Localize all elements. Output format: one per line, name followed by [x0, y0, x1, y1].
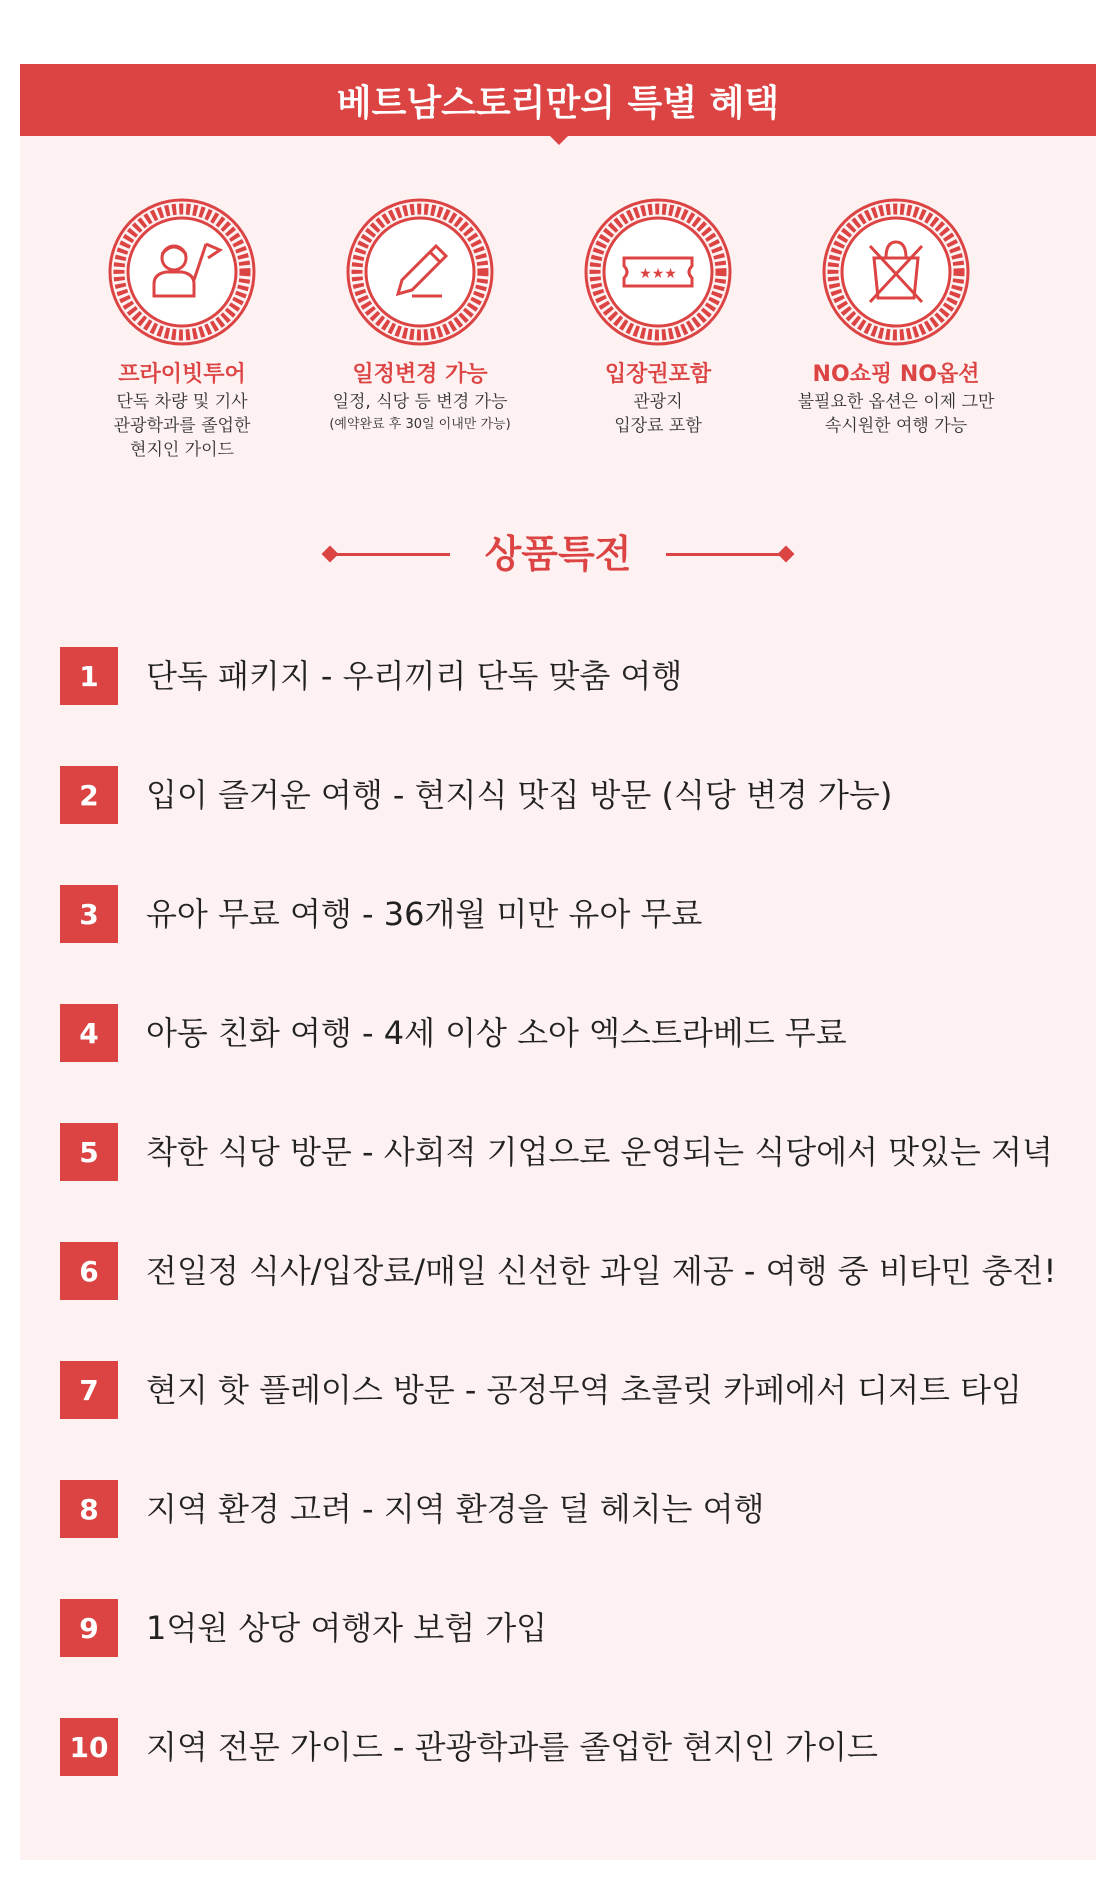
perk-number-badge: 7 [60, 1361, 118, 1419]
perk-text: 입이 즐거운 여행 - 현지식 맛집 방문 (식당 변경 가능) [146, 776, 893, 814]
benefit-schedule-change [300, 198, 540, 436]
ticket-icon [584, 198, 732, 346]
benefit-title: 프라이빗투어 [118, 362, 246, 387]
benefit-title: NO쇼핑 NO옵션 [812, 362, 980, 387]
perk-text: 현지 핫 플레이스 방문 - 공정무역 초콜릿 카페에서 디저트 타임 [146, 1371, 1022, 1409]
perk-number-badge: 10 [60, 1718, 118, 1776]
perk-text: 전일정 식사/입장료/매일 신선한 과일 제공 - 여행 중 비타민 충전! [146, 1252, 1057, 1290]
perk-number-badge: 4 [60, 1004, 118, 1062]
perk-number-badge: 6 [60, 1242, 118, 1300]
perk-item [60, 1718, 878, 1776]
perk-item [60, 1599, 547, 1657]
benefit-desc-line: 현지인 가이드 [130, 440, 234, 460]
perk-number-badge: 5 [60, 1123, 118, 1181]
perk-number-badge: 9 [60, 1599, 118, 1657]
benefit-desc-line: 관광학과를 졸업한 [113, 416, 251, 436]
perk-text: 지역 환경 고려 - 지역 환경을 덜 헤치는 여행 [146, 1490, 765, 1528]
header-banner [20, 64, 1096, 136]
benefit-private-tour [62, 198, 302, 462]
perk-item [60, 1004, 847, 1062]
benefit-desc-line: 단독 차량 및 기사 [116, 392, 248, 412]
perk-item [60, 1242, 1056, 1300]
section-divider [20, 524, 1096, 584]
perk-text: 1억원 상당 여행자 보험 가입 [146, 1609, 548, 1647]
perk-item [60, 647, 682, 705]
benefit-desc-line: 속시원한 여행 가능 [824, 416, 968, 436]
perk-number-badge: 2 [60, 766, 118, 824]
perk-text: 유아 무료 여행 - 36개월 미만 유아 무료 [146, 895, 703, 933]
benefits-panel [20, 64, 1096, 1860]
perk-item [60, 885, 702, 943]
benefit-desc-line: 입장료 포함 [614, 416, 702, 436]
perk-number-badge: 1 [60, 647, 118, 705]
benefit-no-shopping [776, 198, 1016, 438]
benefit-desc-line: 관광지 [633, 392, 683, 412]
perk-text: 단독 패키지 - 우리끼리 단독 맞춤 여행 [146, 657, 683, 695]
section-title: 상품특전 [484, 532, 632, 576]
svg-text:★★★: ★★★ [639, 266, 677, 282]
benefit-desc-line: 일정, 식당 등 변경 가능 [332, 392, 508, 412]
perk-text: 착한 식당 방문 - 사회적 기업으로 운영되는 식당에서 맛있는 저녁 [146, 1133, 1053, 1171]
perk-item [60, 766, 892, 824]
no-shopping-bag-icon [822, 198, 970, 346]
pen-edit-icon [346, 198, 494, 346]
perk-item [60, 1123, 1053, 1181]
guide-with-flag-icon [108, 198, 256, 346]
benefit-title: 입장권포함 [604, 362, 712, 387]
perk-text: 아동 친화 여행 - 4세 이상 소아 엑스트라베드 무료 [146, 1014, 847, 1052]
perk-number-badge: 3 [60, 885, 118, 943]
perk-number-badge: 8 [60, 1480, 118, 1538]
benefit-note: (예약완료 후 30일 이내만 가능) [329, 417, 511, 432]
benefit-desc-line: 불필요한 옵션은 이제 그만 [797, 392, 995, 412]
perk-item [60, 1480, 764, 1538]
perk-text: 지역 전문 가이드 - 관광학과를 졸업한 현지인 가이드 [146, 1728, 878, 1766]
benefit-ticket-included [538, 198, 778, 438]
benefit-title: 일정변경 가능 [352, 362, 488, 387]
perk-item [60, 1361, 1022, 1419]
banner-title: 베트남스토리만의 특별 혜택 [336, 82, 780, 124]
banner-pointer [550, 136, 568, 145]
divider-line-right [666, 553, 786, 556]
